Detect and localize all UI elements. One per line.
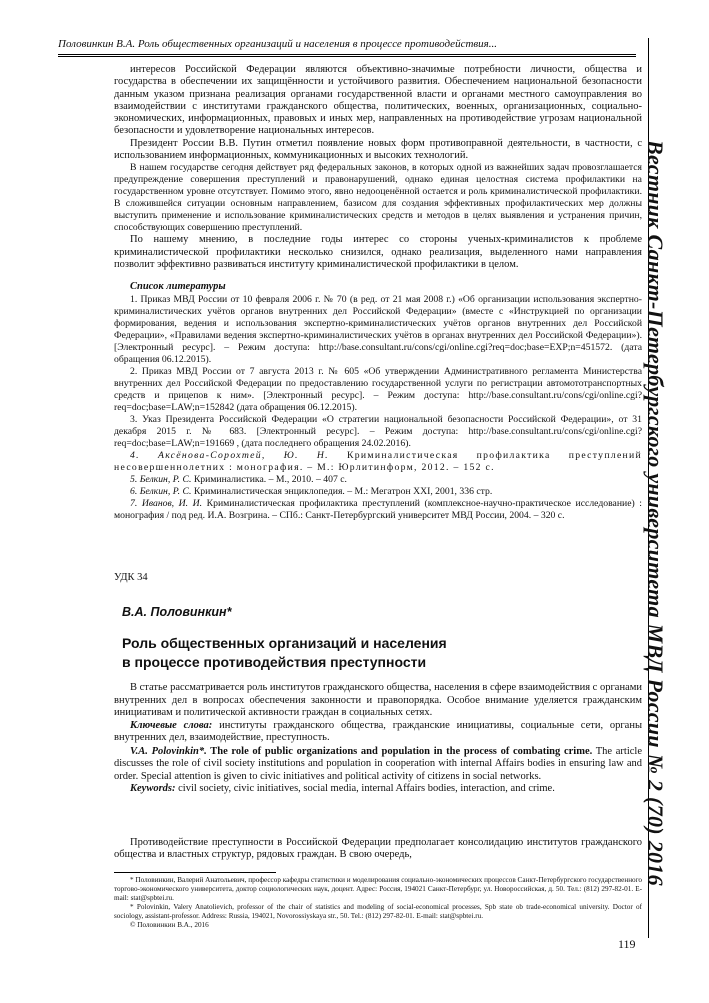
reference-text: Криминалистическая энциклопедия. – М.: Мегатрон XXI, 2001, 336 стр. <box>191 485 493 497</box>
keywords-text: институты гражданского общества, гражданские инициативы, социальные сети, органы внутренних дел, взаимодействие, преступность. <box>114 719 642 743</box>
article-intro <box>114 837 642 862</box>
footnote: * Polovinkin, Valery Anatolievich, professor of the chair of statistics and modeling of social-economical processes, Spb state ob trade-economical university. Doctor of sociology, assistant-professor. Address: Russia, 194021, Novorossiyskaya str., 50. Tel.: (812) 297-82-01. E-mail: stat@spbtei.ru. <box>114 903 642 921</box>
header-rule <box>58 54 636 55</box>
reference-text: Криминалистическая профилактика преступлений (комплексное-научно-практическое исследование) : монография / под ред. И.А. Возгрина. – СПб.: Санкт-Петербургский университет МВД России, 2004. – 320 с. <box>114 497 643 521</box>
main-text <box>114 64 642 522</box>
reference-item <box>114 414 642 450</box>
article-title-line: Роль общественных организаций и населения <box>122 635 447 651</box>
footnote-rule <box>114 872 276 873</box>
footnote: * Половинкин, Валерий Анатольевич, профессор кафедры статистики и моделирования социально-экономических процессов Санкт-Петербургского государственного торгово-экономического университета, доктор социологических наук, доцент. Адрес: Россия, 194021 Санкт-Петербург, ул. Новороссийская, д. 50. Тел.: (812) 297-82-01. E-mail: stat@spbtei.ru. <box>114 876 642 903</box>
en-abstract: The article discusses the role of civil society institutions and population in cooperation with internal Affairs bodies in ensuring law and order. Special attention is given to civic initiatives and political activity of citizens in social networks. <box>114 746 642 782</box>
reference-author: 7. Иванов, И. И. <box>130 497 203 509</box>
abstract-text: В статье рассматривается роль институтов гражданского общества, населения в сфере взаимодействия с органами внутренних дел в вопросах обеспечения законности и правопорядка. Особое внимание уделяется гражданским инициативам и политической активности граждан в социальных сетях. <box>114 682 642 718</box>
keywords-label: Ключевые слова: <box>130 719 213 731</box>
reference-author: 6. Белкин, Р. С. <box>130 485 192 497</box>
reference-text: 2. Приказ МВД России от 7 августа 2013 г. № 605 «Об утверждении Административного регламента Министерства внутренних дел Российской Федерации по предоставлению государственной услуги по регистрации автомототранспортных средств и прицепов к ним». [Электронный ресурс]. – Режим доступа: http://base.consultant.ru/cons/cgi/online.cgi?req=doc;base=LAW;n=152842 (дата обращения 06.12.2015). <box>114 365 642 413</box>
intro-paragraph: Противодействие преступности в Российской Федерации предполагает консолидацию институтов гражданского общества и властных структур, рядовых граждан. В свою очередь, <box>114 837 642 861</box>
reference-text: 1. Приказ МВД России от 10 февраля 2006 г. № 70 (в ред. от 21 мая 2008 г.) «Об организации использования экспертно-криминалистических учётов органов внутренних дел Российской Федерации» (вместе с «Инструкцией по организации формирования, ведения и использования экспертно-криминалистических учётов органов внутренних дел Российской Федерации», «Правилами ведения экспертно-криминалистических учётов в органах внутренних дел Российской Федерации»). [Электронный ресурс]. – Режим доступа: http://base.consultant.ru/cons/cgi/online.cgi?req=doc;base=EXP;n=451572. (дата обращения 06.12.2015). <box>114 293 642 365</box>
paragraph: По нашему мнению, в последние годы интерес со стороны ученых-криминалистов к проблеме криминалистической профилактики несколько снизился, однако реализация, выделенного нами направления позволит эффективно развиваться институту криминалистической профилактики в целом. <box>114 234 642 270</box>
abstract-en-text <box>114 746 642 783</box>
en-author: V.A. Polovinkin*. <box>130 746 207 757</box>
keywords-en <box>114 783 642 795</box>
journal-vertical-title <box>643 140 690 886</box>
reference-author: 4. Аксёнова-Сорохтей, Ю. Н. <box>130 449 329 461</box>
udk-code: УДК 34 <box>114 572 148 583</box>
article-title-line: в процессе противодействия преступности <box>122 654 427 670</box>
paragraph: Президент России В.В. Путин отметил появление новых форм противоправной деятельности, в частности, с использованием информационных, коммуникационных и высоких технологий. <box>114 137 642 162</box>
reference-author: 5. Белкин, Р. С. <box>130 473 192 485</box>
en-title: The role of public organizations and population in the process of combating crime. <box>206 746 593 757</box>
reference-item <box>114 474 642 486</box>
paragraph: В нашем государстве сегодня действует ряд федеральных законов, в которых одной из важнейших задач провозглашается предупреждение совершения преступлений и правонарушений, однако единая целостная система профилактики на государственном уровне отсутствует. Помимо этого, явно недооценённой остается и роль криминалистической профилактики. В сложившейся ситуации основным направлением, базисом для создания эффективных профилактических мер должны выступить применение и использование криминалистических средств и методов в целях выявления и устранения причин, способствующих совершению преступлений. <box>114 162 642 234</box>
footnotes <box>114 876 642 931</box>
page-number: 119 <box>618 937 636 951</box>
references-list <box>114 294 642 522</box>
reference-text: Криминалистическая профилактика преступлений несовершеннолетних : монография. – М.: Юрлитинформ, 2012. – 152 с. <box>114 449 642 473</box>
article-title <box>122 634 602 672</box>
paragraph: интересов Российской Федерации являются объективно-значимые потребности личности, общества и государства в обеспечении их защищённости и устойчивого развития. Обеспечением национальной безопасности данным указом признана реализация органами государственной власти и органами местного самоуправления во взаимодействии с институтами гражданского общества, политических, военных, организационных, социально-экономических, информационных, правовых и иных мер, направленных на противодействие угрозам национальной безопасности и удовлетворение национальных интересов. <box>114 64 642 137</box>
abstract-ru <box>114 682 642 745</box>
abstract-en <box>114 746 642 795</box>
running-head: Половинкин В.А. Роль общественных организаций и населения в процессе противодействия... <box>58 38 498 50</box>
reference-item <box>114 450 642 474</box>
reference-item <box>114 366 642 414</box>
references-title: Список литературы <box>130 281 226 293</box>
reference-item <box>114 498 642 522</box>
copyright: © Половинкин В.А., 2016 <box>130 921 209 930</box>
keywords-en-label: Keywords: <box>130 782 176 794</box>
reference-text: Криминалистика. – М., 2010. – 407 с. <box>191 473 347 485</box>
keywords-ru <box>114 720 642 745</box>
header-rule-thin <box>58 56 636 57</box>
reference-item <box>114 294 642 366</box>
reference-text: 3. Указ Президента Российской Федерации «О стратегии национальной безопасности Российской Федерации», от 31 декабря 2015 г. № 683. [Электронный ресурс]. – Режим доступа: http://base.consultant.ru/cons/cgi/online.cgi?req=doc;base=LAW;n=191669 , (дата последнего обращения 24.02.2016). <box>114 413 642 449</box>
article-author: В.А. Половинкин* <box>122 605 232 619</box>
reference-item <box>114 486 642 498</box>
keywords-en-text: civil society, civic initiatives, social media, internal Affairs bodies, interaction, and crime. <box>175 782 555 794</box>
journal-vertical-text: Вестник Санкт-Петербургского университета МВД России № 2 (70) 2016 <box>643 140 668 886</box>
